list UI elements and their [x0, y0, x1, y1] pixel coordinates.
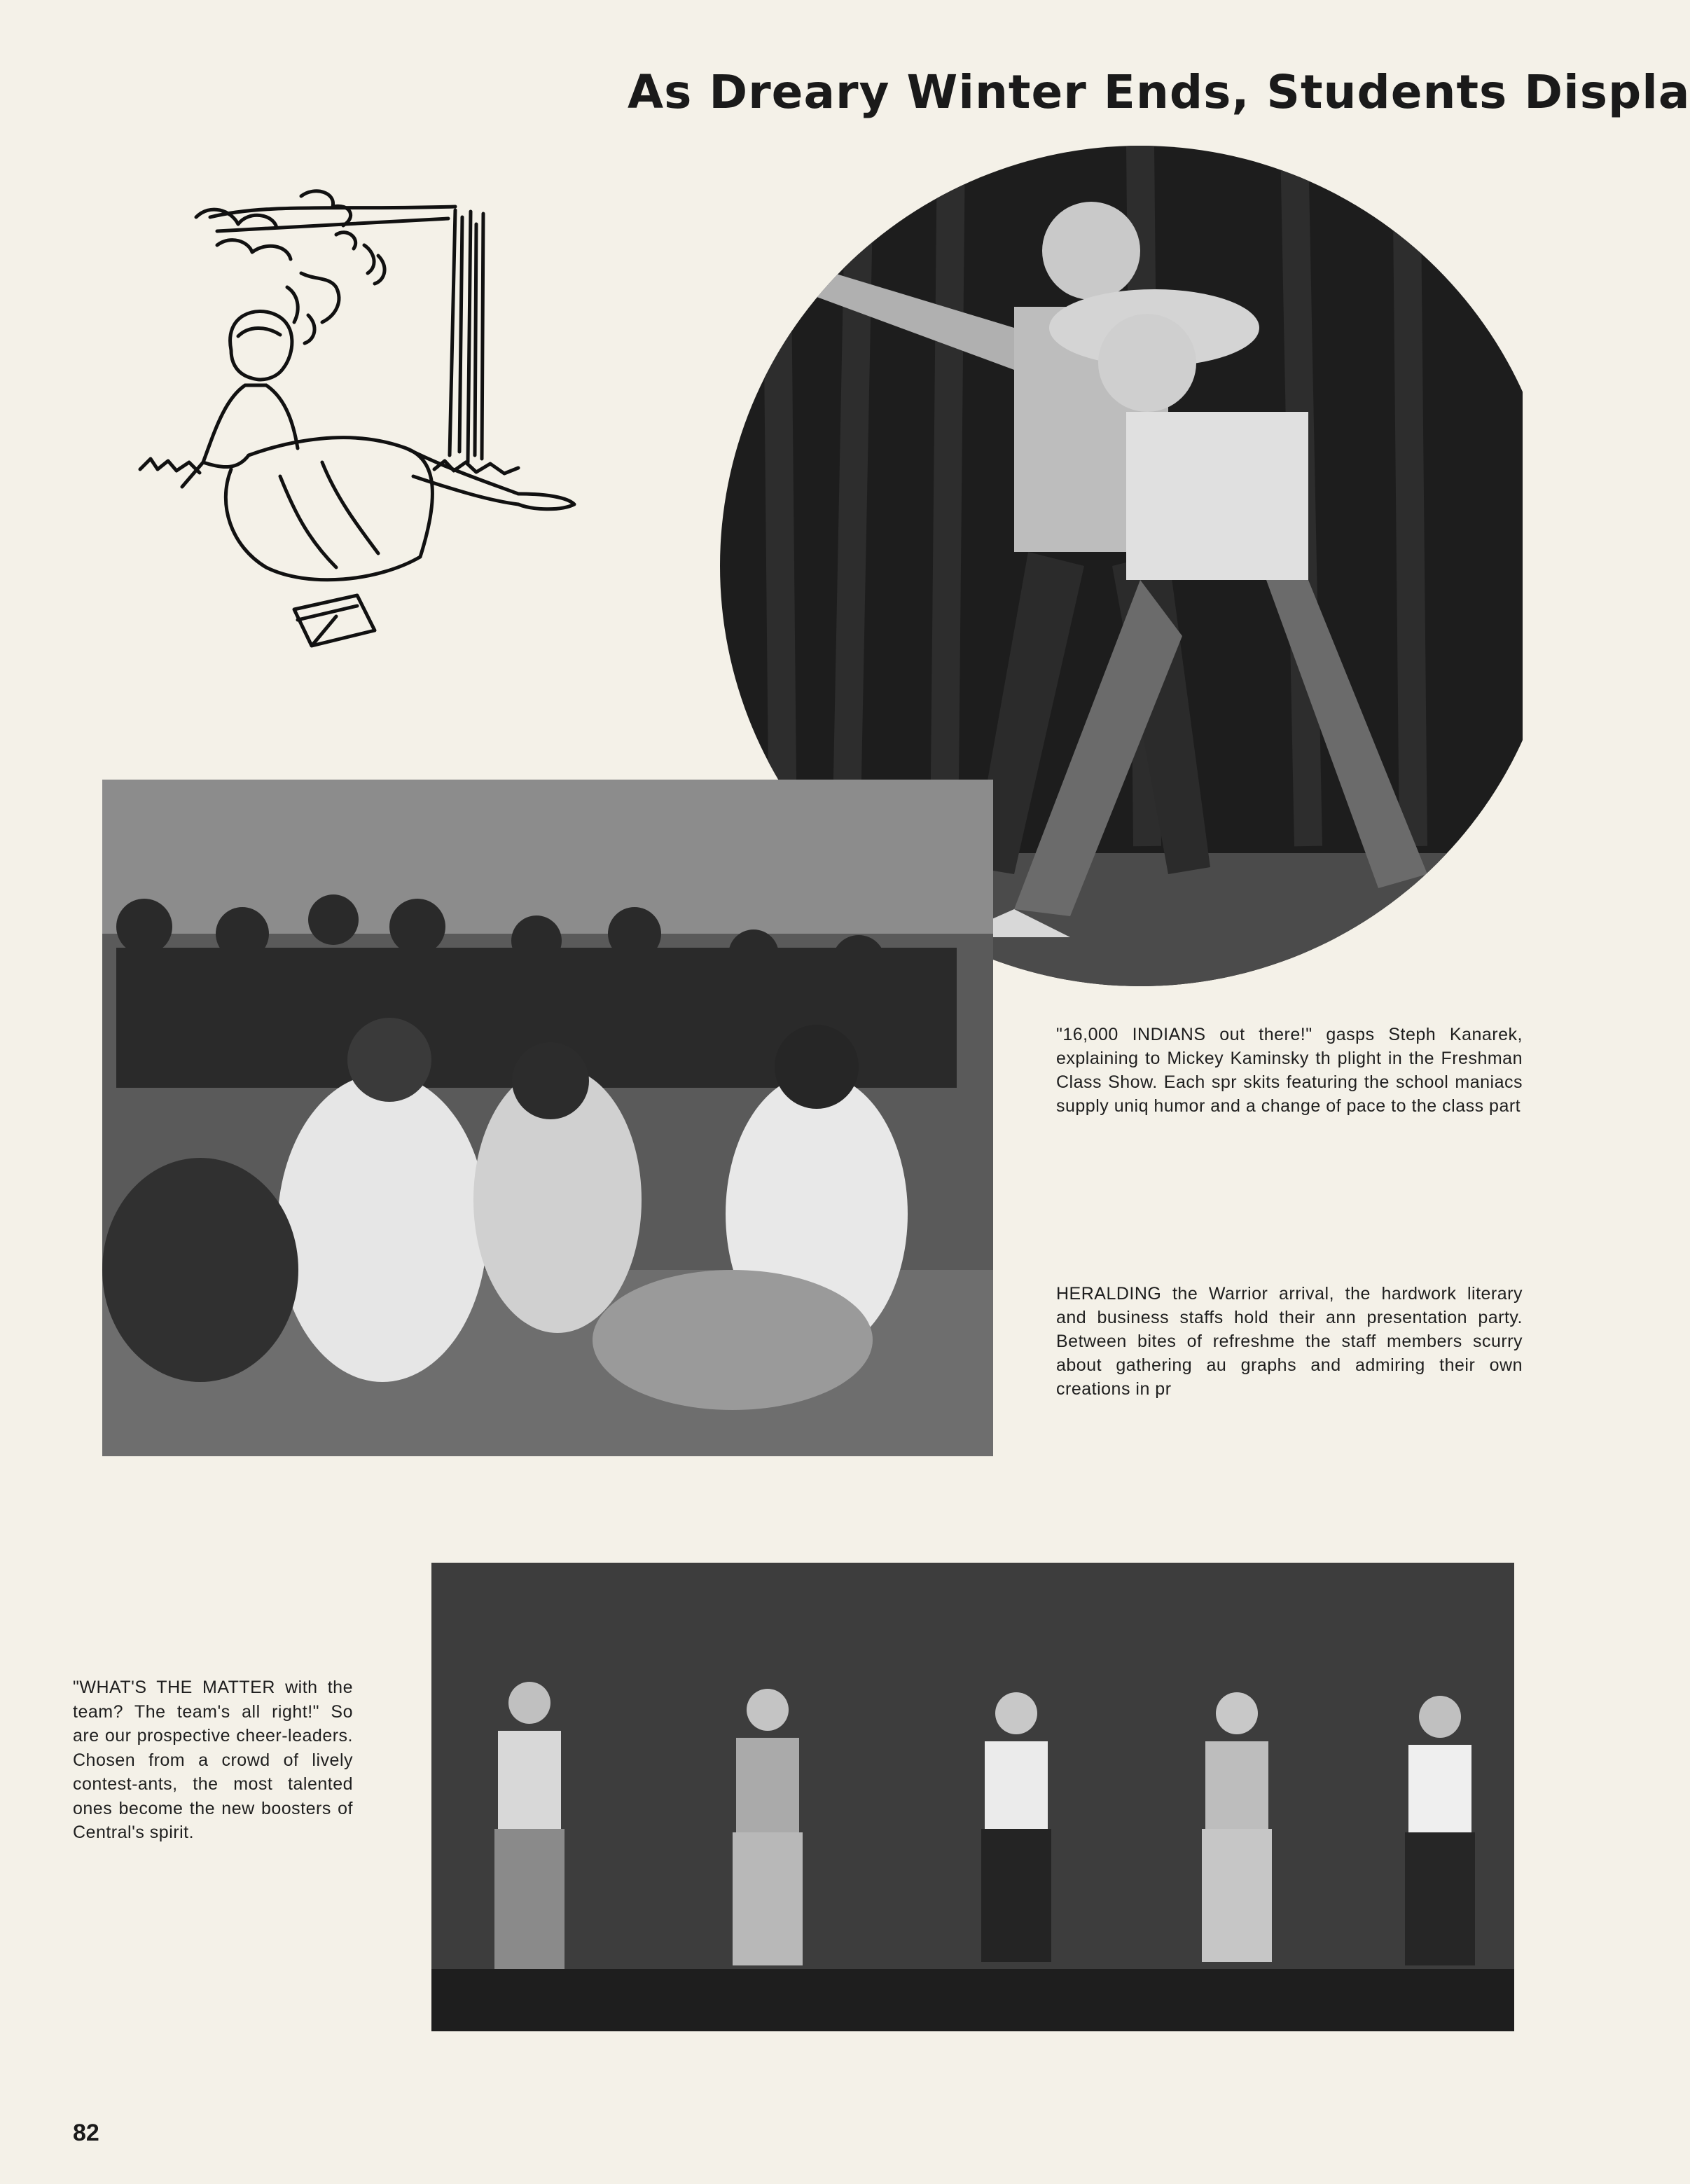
caption-warrior-party: HERALDING the Warrior arrival, the hardwork literary and business staffs hold their ann presentation party. Between bites of refreshme the staff members scurry about gathering au graphs and admiring their own creations in pr: [1056, 1284, 1523, 1399]
caption-freshman-show: "16,000 INDIANS out there!" gasps Steph Kanarek, explaining to Mickey Kaminsky th plight in the Freshman Class Show. Each spr skits featuring the school maniacs supply uniq humor and a change of pace to the class part: [1056, 1025, 1523, 1116]
page-headline: As Dreary Winter Ends, Students Displa: [628, 65, 1690, 119]
caption-cheerleaders: "WHAT'S THE MATTER with the team? The team's all right!" So are our prospective cheer-leaders. Chosen from a crowd of lively contest-ants, the most talented ones become the new boosters of Central's spirit.: [73, 1678, 353, 1842]
sketch-girl-under-tree: [126, 175, 588, 665]
photo-cheerleader-tryouts: [431, 1563, 1514, 2031]
photo-staff-party: [102, 780, 993, 1456]
page-number: 82: [73, 2120, 99, 2146]
